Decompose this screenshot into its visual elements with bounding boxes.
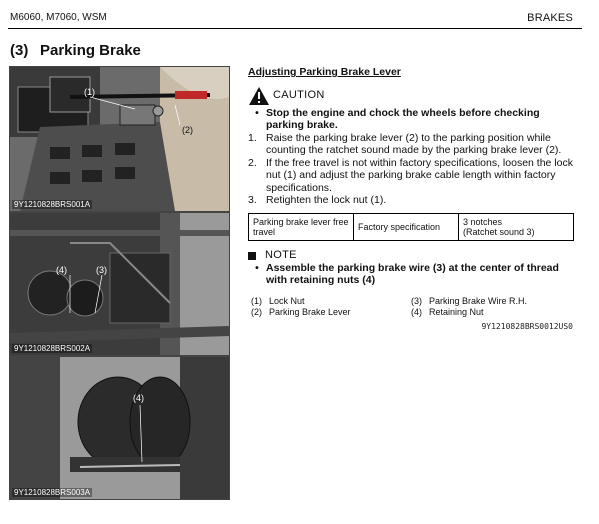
photo-1-caption: 9Y1210828BRS001A [14,200,91,209]
legend-item [411,296,571,307]
step-1-text: Raise the parking brake lever (2) to the parking position while counting the ratchet sound made by the parking brake lever (2). [266,131,562,156]
header-section: BRAKES [527,12,573,24]
legend-value: Lock Nut [269,296,305,306]
photo-parking-lever [9,66,230,212]
spec-item: Parking brake lever free travel [249,213,354,240]
legend-row [251,296,571,307]
spec-value [459,213,574,240]
photo-2-illustration [10,213,229,355]
photo-1-callout-1: (1) [84,87,95,97]
photo-retaining-nut [9,356,230,500]
spec-value-line-2: (Ratchet sound 3) [463,226,535,237]
legend-key: (3) [411,296,422,306]
legend-value: Retaining Nut [429,307,484,317]
note-bullet [248,262,574,287]
note-label: NOTE [265,249,297,262]
note-text: Assemble the parking brake wire (3) at the center of thread with retaining nuts (4) [266,261,559,286]
legend-item [411,307,571,318]
step-2-number: 2. [248,156,257,169]
bullet-icon: • [255,261,259,274]
warning-triangle-icon [248,86,270,106]
legend-key: (2) [251,307,262,317]
caution-label: CAUTION [273,89,325,102]
caution-heading [248,85,574,107]
legend-item [251,296,411,307]
legend-key: (4) [411,307,422,317]
photo-brake-wire [9,212,230,356]
step-3-text: Retighten the lock nut (1). [266,194,387,206]
spec-table [248,213,574,241]
parts-legend [251,296,571,318]
procedure-panel [248,66,574,287]
photo-2-callout-3: (3) [96,265,107,275]
header-divider [8,28,582,29]
legend-value: Parking Brake Wire R.H. [429,296,528,306]
legend-key: (1) [251,296,262,306]
photo-1-illustration [10,67,229,211]
section-subtitle: Adjusting Parking Brake Lever [248,66,401,78]
caution-bullet [248,107,574,132]
legend-item [251,307,411,318]
caution-text: Stop the engine and chock the wheels before checking parking brake. [266,106,540,131]
spec-value-line-1: 3 notches [463,216,503,227]
page-title [10,42,141,59]
step-1 [248,132,574,157]
legend-value: Parking Brake Lever [269,307,351,317]
photo-3-callout-4: (4) [133,393,144,403]
photo-1-callout-2: (2) [182,125,193,135]
step-1-number: 1. [248,131,257,144]
header-models: M6060, M7060, WSM [10,12,107,23]
title-text: Parking Brake [40,42,141,59]
document-code: 9Y1210828BRS0012US0 [481,322,573,331]
photo-2-caption: 9Y1210828BRS002A [14,344,91,353]
legend-row [251,307,571,318]
spec-row [249,213,574,240]
photo-3-caption: 9Y1210828BRS003A [14,488,91,497]
photo-3-illustration [10,357,229,499]
note-heading [248,250,574,262]
title-number: (3) [10,42,29,59]
bullet-icon: • [255,106,259,119]
photo-2-callout-4: (4) [56,265,67,275]
spec-label: Factory specification [354,213,459,240]
step-2-text: If the free travel is not within factory specifications, loosen the lock nut (1) and adjust the parking brake cable length within factory specifications. [266,156,573,194]
step-3-number: 3. [248,194,257,206]
step-3 [248,194,574,207]
note-square-icon [248,252,256,260]
step-2 [248,157,574,195]
